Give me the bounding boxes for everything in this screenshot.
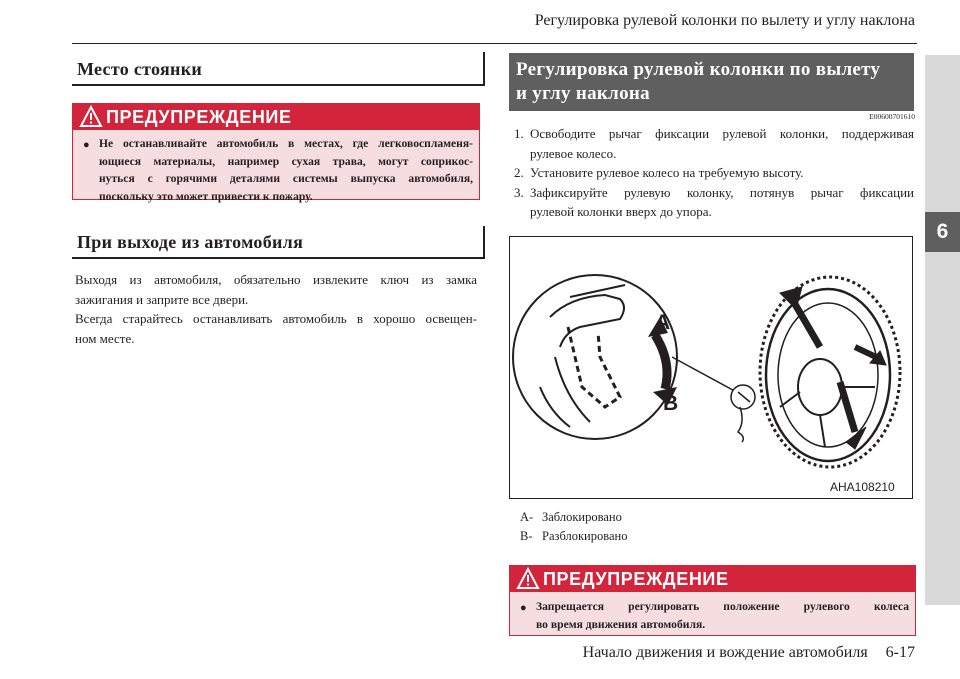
warning-line: Запрещается регулировать положение рулевого колеса [536, 600, 909, 613]
step-number: 3. [514, 184, 524, 200]
warning-line: поскольку это может привести к пожару. [99, 189, 313, 203]
section-heading-parking: Место стоянки [72, 52, 485, 86]
warning-text [73, 130, 479, 205]
step-item [512, 183, 914, 222]
steering-adjustment-figure [509, 236, 913, 499]
figure-code: AHA108210 [830, 480, 895, 494]
step-line: рулевой колонки вверх до упора. [530, 204, 712, 219]
legend-key: A- [520, 510, 534, 524]
step-line: Установите рулевое колесо на требуемую высоту. [530, 165, 804, 180]
warning-triangle-icon [79, 105, 103, 128]
figure-legend [520, 508, 627, 546]
step-number: 2. [514, 165, 524, 180]
body-line: Всегда старайтесь останавливать автомобиль в хорошо освещен- [75, 311, 477, 326]
warning-triangle-icon [516, 567, 540, 590]
body-line: Выходя из автомобиля, обязательно извлеките ключ из замка [75, 272, 477, 287]
step-item [512, 124, 914, 163]
bullet-icon: ● [83, 139, 90, 151]
step-item [512, 163, 914, 183]
warning-box-adjustment [509, 565, 916, 636]
warning-line: нуться с горячими деталями системы выпуска автомобиля, [99, 172, 473, 185]
legend-text: Заблокировано [542, 510, 622, 524]
section-heading-leaving: При выходе из автомобиля [72, 226, 485, 259]
section-heading-adjustment [509, 53, 914, 111]
step-number: 1. [514, 126, 524, 141]
warning-label: ПРЕДУПРЕЖДЕНИЕ [106, 107, 292, 127]
page-footer [540, 644, 915, 662]
warning-box-parking [72, 103, 480, 203]
body-line: ном месте. [75, 330, 135, 346]
steering-wheel [760, 277, 900, 467]
steps-list [512, 124, 914, 222]
warning-header [510, 566, 915, 592]
section-code: E00600701610 [869, 112, 915, 121]
chapter-tab-bar [925, 55, 960, 605]
legend-row [520, 508, 627, 527]
leaving-body-text [75, 270, 477, 348]
heading-line: Регулировка рулевой колонки по вылету [516, 59, 881, 80]
page-number: 6-17 [885, 644, 915, 661]
header-rule [72, 43, 917, 44]
legend-text: Разблокировано [542, 529, 628, 543]
warning-line: Не останавливайте автомобиль в местах, где легковоспламеня- [99, 137, 473, 150]
chapter-tab-number[interactable]: 6 [925, 212, 960, 252]
step-line: рулевое колесо. [530, 145, 617, 161]
warning-label: ПРЕДУПРЕЖДЕНИЕ [543, 569, 729, 589]
step-line: Зафиксируйте рулевую колонку, потянув рычаг фиксации [530, 184, 914, 200]
legend-row [520, 527, 627, 546]
bullet-icon: ● [520, 602, 527, 614]
lever-icon [731, 385, 755, 442]
body-line: зажигания и заприте все двери. [75, 291, 249, 307]
heading-line: и углу наклона [516, 83, 650, 104]
steering-illustration [510, 237, 912, 498]
step-line: Освободите рычаг фиксации рулевой колонки, поддерживая [530, 126, 914, 141]
lever-detail-circle [513, 275, 677, 439]
warning-line: во время движения автомобиля. [536, 617, 706, 631]
figure-label-b: B [663, 392, 679, 415]
footer-section: Начало движения и вождение автомобиля [582, 644, 868, 661]
warning-text [510, 592, 915, 633]
leader-line [672, 357, 742, 395]
warning-header [73, 104, 479, 130]
figure-label-a: A [655, 311, 671, 334]
warning-line: ющиеся материалы, например сухая трава, могут соприкос- [99, 154, 473, 168]
legend-key: B- [520, 529, 533, 543]
running-header: Регулировка рулевой колонки по вылету и углу наклона [534, 12, 915, 29]
